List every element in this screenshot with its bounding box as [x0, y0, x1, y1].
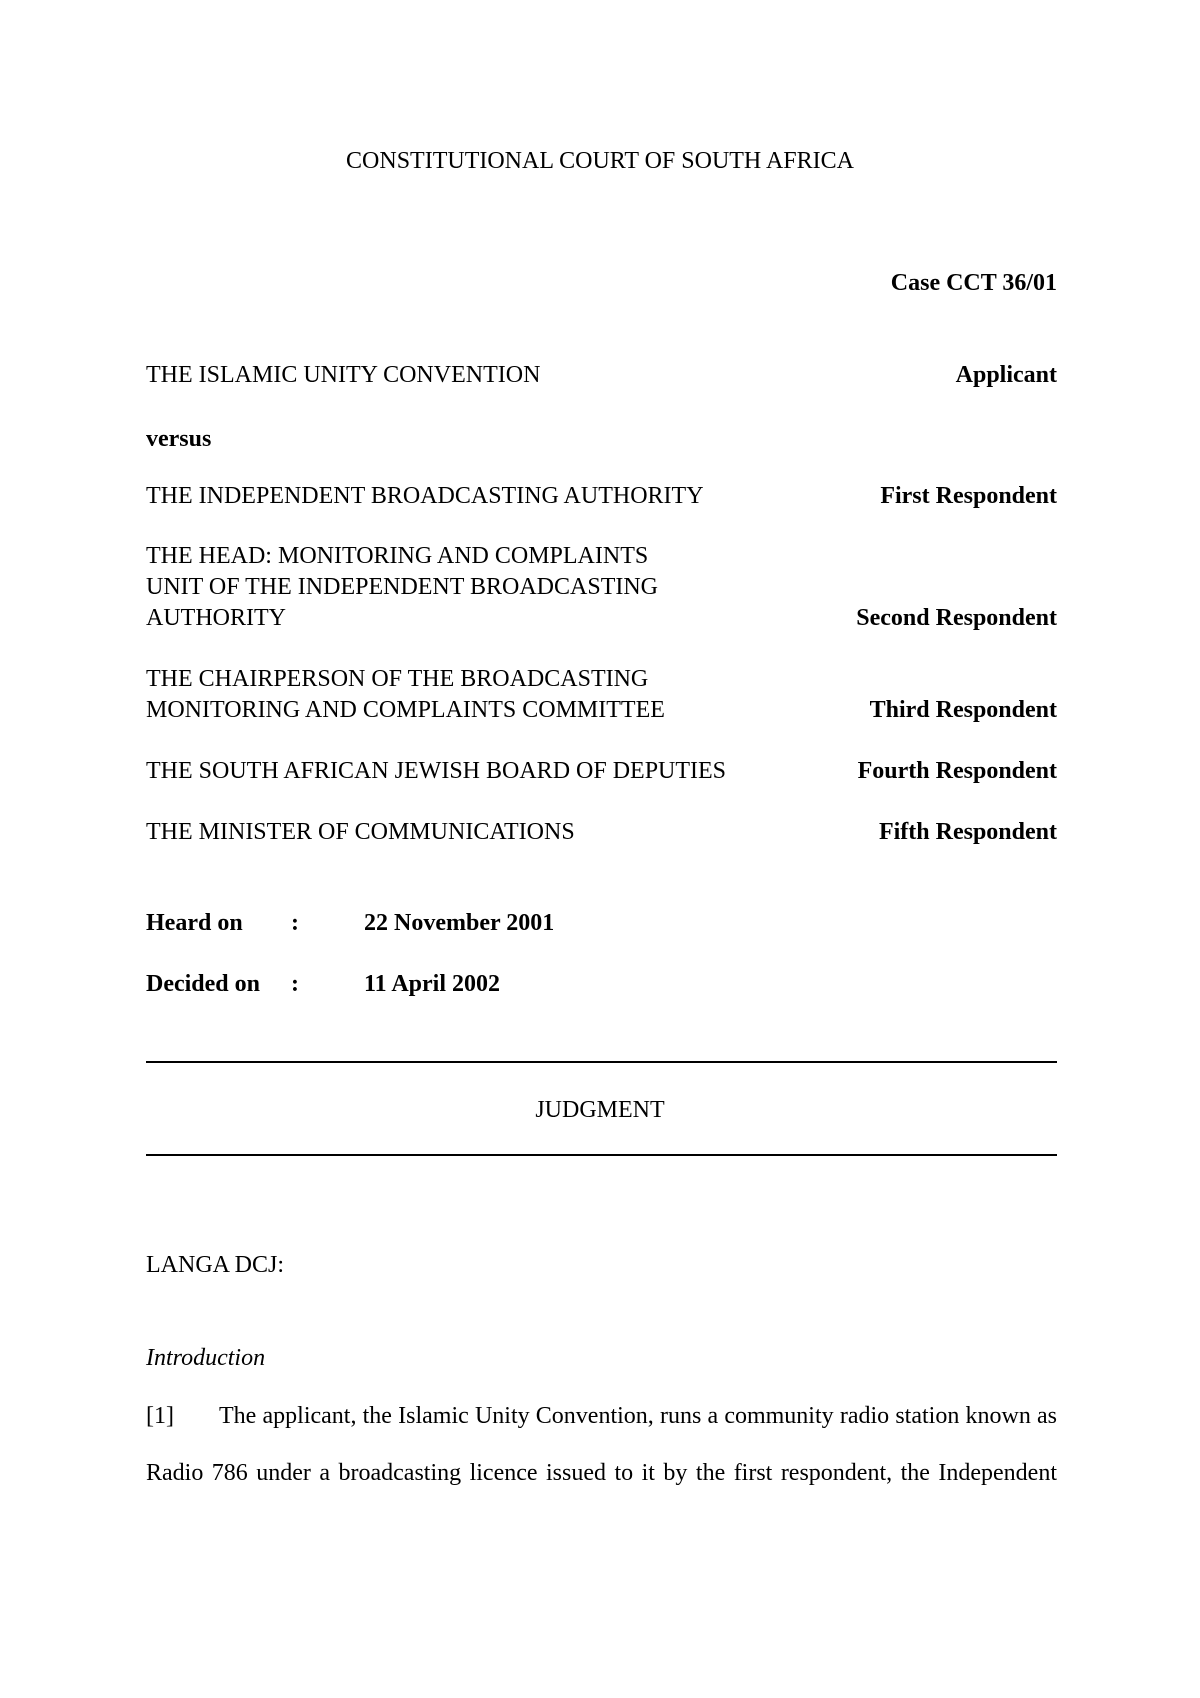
party-applicant: [146, 360, 1057, 391]
paragraph-line: [146, 1458, 1057, 1488]
paragraph-number: [1]: [146, 1403, 174, 1429]
party-name: THE SOUTH AFRICAN JEWISH BOARD OF DEPUTIES: [146, 758, 727, 784]
party-name: THE HEAD: MONITORING AND COMPLAINTS UNIT OF THE INDEPENDENT BROADCASTING AUTHORITY: [146, 543, 659, 631]
paragraph-line: [146, 1401, 1057, 1431]
party-fourth-respondent: [146, 756, 1057, 787]
judgment-title: JUDGMENT: [535, 1097, 665, 1123]
party-third-respondent: [146, 664, 1057, 726]
party-first-respondent: [146, 481, 1057, 512]
section-heading: Introduction: [146, 1345, 266, 1371]
party-role: First Respondent: [880, 483, 1057, 509]
party-name: THE CHAIRPERSON OF THE BROADCASTING MONITORING AND COMPLAINTS COMMITTEE: [146, 666, 665, 723]
date-colon: :: [291, 910, 299, 936]
case-number: Case CCT 36/01: [890, 270, 1057, 296]
party-role: Fifth Respondent: [878, 819, 1057, 845]
date-label: Heard on: [146, 910, 243, 936]
party-name: THE INDEPENDENT BROADCASTING AUTHORITY: [146, 483, 704, 509]
date-label: Decided on: [146, 971, 260, 997]
party-role: Third Respondent: [869, 697, 1057, 723]
paragraph-text: The applicant, the Islamic Unity Convention, runs a community radio station known as: [219, 1403, 1057, 1429]
horizontal-rule: [146, 1061, 1057, 1063]
party-role: Second Respondent: [856, 605, 1057, 631]
party-name: THE ISLAMIC UNITY CONVENTION: [146, 362, 541, 388]
party-fifth-respondent: [146, 817, 1057, 848]
party-role: Applicant: [955, 362, 1057, 388]
party-name: THE MINISTER OF COMMUNICATIONS: [146, 819, 575, 845]
date-colon: :: [291, 971, 299, 997]
versus-label: versus: [146, 426, 212, 452]
decided-date: 11 April 2002: [364, 971, 501, 997]
horizontal-rule: [146, 1154, 1057, 1156]
court-name: CONSTITUTIONAL COURT OF SOUTH AFRICA: [346, 148, 854, 174]
paragraph-text: Radio 786 under a broadcasting licence issued to it by the first respondent, the Independent: [146, 1460, 1057, 1486]
heard-date: 22 November 2001: [364, 910, 555, 936]
party-second-respondent: [146, 541, 1057, 634]
party-role: Fourth Respondent: [857, 758, 1057, 784]
judge-name: LANGA DCJ:: [146, 1252, 285, 1278]
